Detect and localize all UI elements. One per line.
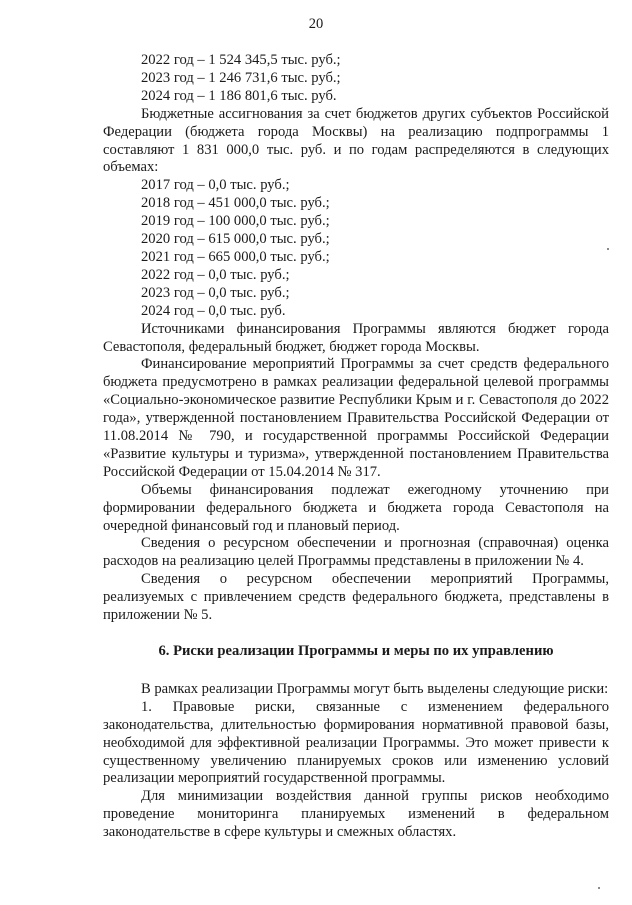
amount-line: 2023 год – 1 246 731,6 тыс. руб.; xyxy=(141,69,341,86)
paragraph-risks-intro: В рамках реализации Программы могут быть выделены следующие риски: xyxy=(141,680,609,697)
paragraph-funding-sources: Источниками финансирования Программы являются бюджет города Севастополя, федеральный бюджет, бюджет города Москвы. xyxy=(103,320,609,355)
amount-line: 2019 год – 100 000,0 тыс. руб.; xyxy=(141,213,330,230)
paragraph-federal-funding: Финансирование мероприятий Программы за счет средств федерального бюджета предусмотрено в рамках реализации федеральной целевой программы «Социально-экономическое развитие Республики Крым и г. Севастополя до 2022 года», утвержденной постановлением Правительства Российской Федерации от 11.08.2014 № 790, и государственной программы Российской Федерации «Развитие культуры и туризма», утвержденной постановлением Правительства Российской Федерации от 15.04.2014 № 317. xyxy=(103,356,609,480)
paragraph-appendix-5: Сведения о ресурсном обеспечении мероприятий Программы, реализуемых с привлечением средств федерального бюджета, представлены в приложении № 5. xyxy=(103,571,609,624)
scan-speck xyxy=(598,887,600,889)
section-heading: 6. Риски реализации Программы и меры по их управлению xyxy=(158,643,554,659)
amount-line: 2024 год – 0,0 тыс. руб. xyxy=(141,302,286,319)
amount-line: 2024 год – 1 186 801,6 тыс. руб. xyxy=(141,87,337,104)
amount-line: 2017 год – 0,0 тыс. руб.; xyxy=(141,177,290,194)
scan-speck xyxy=(607,248,609,250)
amount-line: 2023 год – 0,0 тыс. руб.; xyxy=(141,284,290,301)
paragraph-risk-minimization: Для минимизации воздействия данной группы рисков необходимо проведение мониторинга планируемых изменений в федеральном законодательстве в сфере культуры и смежных областях. xyxy=(103,788,609,841)
amount-line: 2020 год – 615 000,0 тыс. руб.; xyxy=(141,231,330,248)
amount-line: 2018 год – 451 000,0 тыс. руб.; xyxy=(141,195,330,212)
amount-line: 2022 год – 1 524 345,5 тыс. руб.; xyxy=(141,52,341,68)
paragraph-budget-other-subjects: Бюджетные ассигнования за счет бюджетов других субъектов Российской Федерации (бюджета города Москвы) на реализацию подпрограммы 1 составляют 1 831 000,0 тыс. руб. и по годам распределяются в следующих объемах: xyxy=(103,105,609,176)
paragraph-legal-risks: 1. Правовые риски, связанные с изменением федерального законодательства, длительностью формирования нормативной правовой базы, необходимой для эффективной реализации Программы. Это может привести к существенному увеличению планируемых сроков или изменению условий реализации мероприятий государственной программы. xyxy=(103,698,609,787)
amount-list-years xyxy=(103,177,609,320)
paragraph-funding-volumes: Объемы финансирования подлежат ежегодному уточнению при формировании федерального бюджета и бюджета города Севастополя на очередной финансовый год и плановый период. xyxy=(103,481,609,534)
amount-line: 2021 год – 665 000,0 тыс. руб.; xyxy=(141,248,330,265)
page-number: 20 xyxy=(308,16,324,32)
amount-list-top xyxy=(103,52,609,106)
page-content xyxy=(103,52,609,842)
paragraph-appendix-4: Сведения о ресурсном обеспечении и прогнозная (справочная) оценка расходов на реализацию целей Программы представлены в приложении № 4. xyxy=(103,535,609,570)
amount-line: 2022 год – 0,0 тыс. руб.; xyxy=(141,266,290,283)
